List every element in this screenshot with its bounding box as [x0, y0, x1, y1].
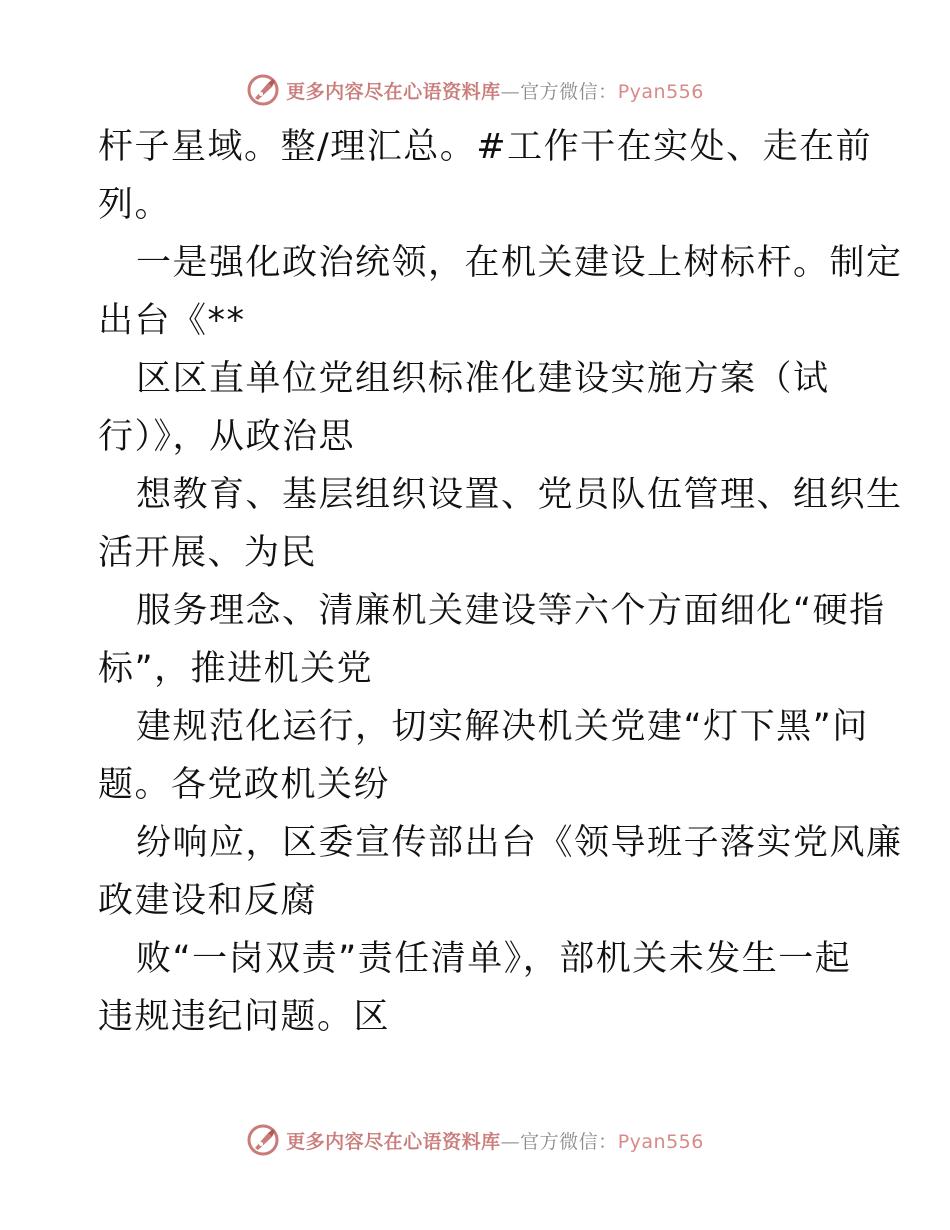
header-watermark	[0, 70, 950, 110]
body-text-line: 题。各党政机关纷	[98, 765, 391, 805]
body-text-line: 服务理念、清廉机关建设等六个方面细化“硬指	[136, 591, 886, 631]
watermark-dash: —	[500, 1130, 521, 1153]
watermark-site-name: 更多内容尽在心语资料库	[286, 1130, 501, 1153]
watermark-site-name: 更多内容尽在心语资料库	[286, 80, 501, 103]
watermark-wechat-label: 官方微信：	[520, 1130, 618, 1153]
body-text-line: 行）》，从政治思	[98, 417, 356, 457]
body-text-line: 杆子星域。整/理汇总。#工作干在实处、走在前	[98, 127, 873, 167]
pen-nib-logo-icon	[246, 1123, 280, 1157]
watermark-text	[286, 1127, 704, 1154]
body-text-line: 列。	[98, 185, 172, 225]
body-text-line: 出台《**	[98, 301, 246, 341]
body-text-line: 活开展、为民	[98, 533, 318, 573]
watermark-text	[286, 77, 704, 104]
body-text-line: 违规违纪问题。区	[98, 997, 391, 1037]
watermark-wechat-label: 官方微信：	[520, 80, 618, 103]
body-text-line: 政建设和反腐	[98, 881, 318, 921]
footer-watermark	[0, 1120, 950, 1160]
document-body	[98, 118, 903, 1046]
body-text-line: 败“一岗双责”责任清单》，部机关未发生一起	[136, 939, 852, 979]
watermark-account: Pyan556	[617, 80, 704, 103]
body-text-line: 标”，推进机关党	[98, 649, 374, 689]
body-text-line: 建规范化运行，切实解决机关党建“灯下黑”问	[136, 707, 869, 747]
body-text-line: 纷响应，区委宣传部出台《领导班子落实党风廉	[136, 823, 903, 863]
body-text-line: 区区直单位党组织标准化建设实施方案（试	[136, 359, 830, 399]
body-text-line: 想教育、基层组织设置、党员队伍管理、组织生	[136, 475, 903, 515]
body-text-line: 一是强化政治统领，在机关建设上树标杆。制定	[136, 243, 903, 283]
pen-nib-logo-icon	[246, 73, 280, 107]
watermark-dash: —	[500, 80, 521, 103]
watermark-account: Pyan556	[617, 1130, 704, 1153]
